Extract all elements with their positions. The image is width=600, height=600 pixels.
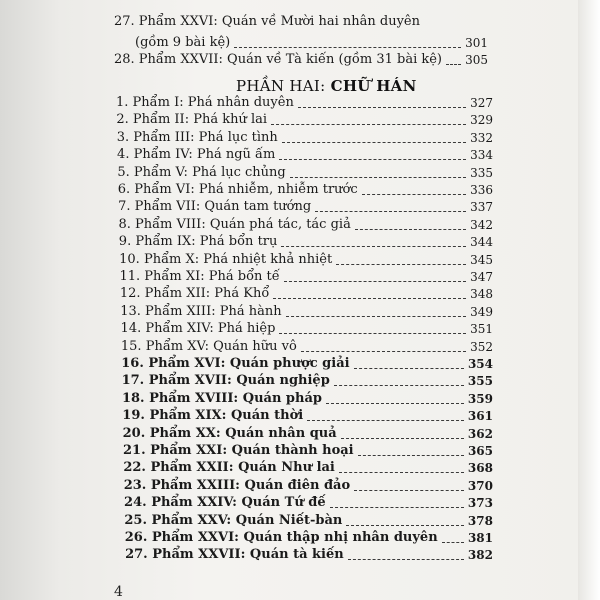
- dot-leader: [446, 63, 461, 65]
- dot-leader: [336, 263, 466, 265]
- dot-leader: [290, 176, 466, 178]
- dot-leader: [279, 332, 466, 334]
- toc-entry: [123, 443, 493, 459]
- toc-entry-label: 10. Phẩm X: Phá nhiệt khả nhiệt: [119, 251, 333, 267]
- toc-entry-label: 3. Phẩm III: Phá lục tình: [116, 129, 278, 145]
- toc-entry-label: (gồm 9 bài kệ): [135, 35, 231, 50]
- toc-entry: [121, 339, 493, 355]
- toc-entry: [121, 356, 493, 372]
- dot-leader: [348, 558, 464, 560]
- section-heading: [236, 77, 417, 95]
- toc-page-number: 337: [470, 200, 493, 215]
- dot-leader: [355, 228, 466, 230]
- dot-leader: [362, 193, 466, 195]
- toc-entry-label: 7. Phẩm VII: Quán tam tướng: [118, 199, 312, 215]
- toc-entry-label: 11. Phẩm XI: Phá bổn tế: [119, 269, 280, 284]
- toc-entry: [119, 234, 493, 250]
- toc-entry: [124, 513, 493, 529]
- dot-leader: [334, 384, 464, 386]
- toc-page-number: 354: [467, 357, 493, 371]
- dot-leader: [358, 454, 464, 456]
- toc-page-number: 368: [467, 461, 493, 476]
- toc-entry-part1-28: [114, 52, 488, 68]
- toc-entry-label: 9. Phẩm IX: Phá bổn trụ: [118, 234, 278, 250]
- toc-entry-label: 12. Phẩm XII: Phá Khổ: [119, 286, 270, 302]
- toc-page-number: 342: [470, 217, 493, 232]
- toc-entry-label: 26. Phẩm XXVI: Quán thập nhị nhân duyên: [124, 530, 438, 545]
- toc-entry: [119, 252, 493, 268]
- dot-leader: [354, 489, 464, 491]
- page-number: 4: [114, 584, 123, 600]
- toc-page-number: 336: [470, 183, 493, 197]
- toc-entry: [123, 460, 493, 476]
- dot-leader: [346, 524, 464, 526]
- toc-page-number: 355: [467, 374, 493, 389]
- toc-entry: [122, 391, 493, 407]
- toc-entry-label: 4. Phẩm IV: Phá ngũ ấm: [117, 147, 276, 163]
- dot-leader: [286, 315, 466, 317]
- toc-entry-part1-27-cont: [135, 35, 488, 51]
- toc-entry: [117, 130, 493, 146]
- toc-entry-label: 1. Phẩm I: Phá nhân duyên: [116, 95, 294, 110]
- toc-entry: [125, 547, 493, 563]
- page-edge: [578, 0, 600, 600]
- toc-entry-label: 19. Phẩm XIX: Quán thời: [122, 408, 304, 424]
- toc-entry-label: 28. Phẩm XXVII: Quán về Tà kiến (gồm 31 bài kệ): [114, 52, 442, 67]
- toc-page-number: 334: [470, 148, 493, 163]
- toc-page-number: 329: [470, 113, 493, 128]
- toc-entry-label: 6. Phẩm VI: Phá nhiễm, nhiễm trước: [117, 182, 358, 197]
- toc-page-number: 332: [470, 130, 493, 145]
- toc-entry: [120, 304, 493, 320]
- toc-entry-label: 14. Phẩm XIV: Phá hiệp: [120, 321, 276, 337]
- toc-page-number: 373: [467, 496, 493, 511]
- toc-entry-label: 20. Phẩm XX: Quán nhân quả: [122, 425, 337, 441]
- section-heading-title: CHỮ HÁN: [330, 77, 417, 95]
- toc-entry-label: 25. Phẩm XXV: Quán Niết-bàn: [124, 512, 343, 528]
- dot-leader: [354, 367, 464, 369]
- dot-leader: [284, 280, 466, 282]
- toc-entry: [116, 112, 493, 128]
- toc-entry-label: 18. Phẩm XVIII: Quán pháp: [121, 390, 322, 406]
- dot-leader: [279, 158, 466, 160]
- toc-entry-label: 24. Phẩm XXIV: Quán Tứ đế: [124, 495, 326, 511]
- toc-page-number: 348: [470, 287, 493, 302]
- dot-leader: [307, 419, 464, 421]
- toc-page-number: 344: [470, 235, 493, 250]
- toc-entry-label: 27. Phẩm XXVII: Quán tà kiến: [125, 547, 344, 563]
- toc-page-number: 381: [467, 531, 493, 545]
- dot-leader: [442, 541, 464, 543]
- toc-entry: [117, 165, 493, 181]
- toc-entry: [118, 199, 493, 215]
- toc-page-number: 351: [470, 322, 493, 337]
- dot-leader: [282, 141, 466, 143]
- toc-page-number: 365: [467, 444, 493, 458]
- dot-leader: [326, 402, 464, 404]
- toc-entry: [120, 286, 493, 302]
- toc-entry: [118, 217, 493, 233]
- toc-entry-label: 22. Phẩm XXII: Quán Như lai: [123, 460, 335, 476]
- toc-entry: [121, 321, 493, 337]
- toc-entry-label: 13. Phẩm XIII: Phá hành: [120, 303, 282, 319]
- toc-entry: [117, 147, 493, 163]
- dot-leader: [315, 210, 466, 212]
- toc-page-number: 349: [470, 304, 493, 319]
- toc-entry: [116, 95, 493, 111]
- toc-page-number: 305: [465, 53, 488, 67]
- toc-entry: [124, 495, 493, 511]
- toc-page-number: 359: [467, 391, 493, 406]
- toc-entry-label: 27. Phẩm XXVI: Quán về Mười hai nhân duyên: [114, 14, 420, 29]
- toc-entry-label: 8. Phẩm VIII: Quán phá tác, tác giả: [118, 216, 351, 232]
- toc-entry-label: 5. Phẩm V: Phá lục chủng: [117, 164, 286, 180]
- dot-leader: [234, 46, 461, 48]
- toc-page-number: 352: [470, 339, 493, 354]
- toc-entry: [120, 269, 494, 285]
- section-heading-prefix: PHẦN HAI:: [236, 77, 326, 95]
- toc-entry: [122, 408, 493, 424]
- toc-page-number: 370: [467, 478, 493, 493]
- toc-page-number: 345: [470, 252, 493, 267]
- toc-page-number: 361: [467, 409, 493, 424]
- dot-leader: [298, 106, 466, 108]
- toc-entry: [122, 373, 493, 389]
- toc-entry-part1-27: [114, 14, 514, 30]
- dot-leader: [301, 350, 466, 352]
- toc-page-number: 382: [467, 548, 493, 563]
- toc-page-number: 327: [470, 96, 493, 110]
- toc-entry-label: 17. Phẩm XVII: Quán nghiệp: [121, 373, 330, 389]
- toc-entry-label: 2. Phẩm II: Phá khứ lai: [116, 112, 268, 128]
- toc-entry-label: 21. Phẩm XXI: Quán thành hoại: [123, 443, 354, 458]
- toc-page-number: 378: [467, 513, 493, 528]
- toc-entry-label: 15. Phẩm XV: Quán hữu vô: [120, 338, 297, 354]
- dot-leader: [281, 245, 466, 247]
- toc-entry: [123, 426, 493, 442]
- toc-page-number: 362: [467, 426, 493, 441]
- dot-leader: [273, 297, 466, 299]
- toc-page-number: 335: [470, 165, 493, 180]
- toc-entry-label: 23. Phẩm XXIII: Quán điên đảo: [123, 477, 351, 493]
- dot-leader: [341, 437, 464, 439]
- toc-entry: [118, 182, 493, 198]
- toc-entry: [124, 478, 493, 494]
- toc-page-number: 347: [470, 270, 493, 284]
- toc-page-number: 301: [465, 36, 488, 50]
- dot-leader: [271, 123, 466, 125]
- toc-entry: [125, 530, 493, 546]
- toc-entry-label: 16. Phẩm XVI: Quán phược giải: [121, 356, 350, 371]
- dot-leader: [339, 471, 464, 473]
- dot-leader: [330, 506, 464, 508]
